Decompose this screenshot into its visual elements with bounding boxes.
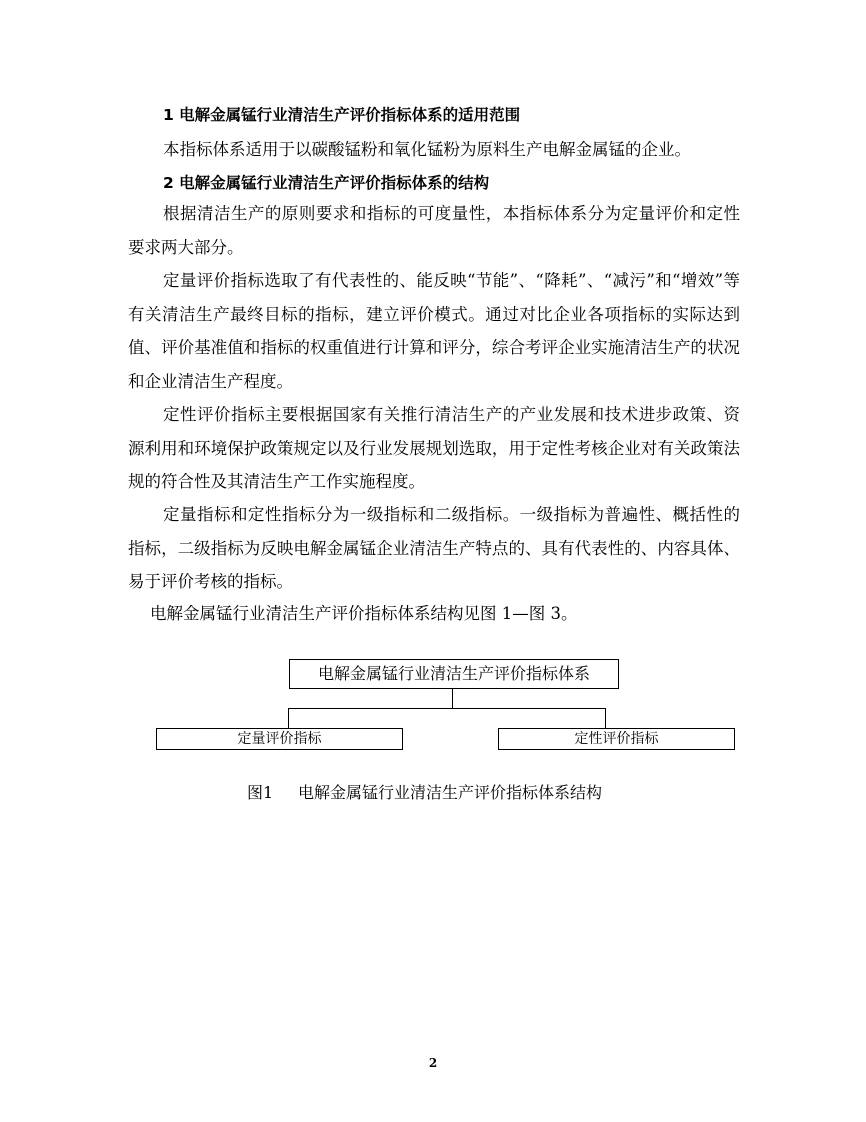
diagram-quantitative-box: 定量评价指标 bbox=[156, 728, 403, 750]
paragraph-structure: 根据清洁生产的原则要求和指标的可度量性，本指标体系分为定量评价和定性要求两大部分。 bbox=[128, 204, 740, 257]
paragraph-qualitative: 定性评价指标主要根据国家有关推行清洁生产的产业发展和技术进步政策、资源利用和环境保护政策规定以及行业发展规划选取，用于定性考核企业对有关政策法规的符合性及其清洁生产工作实施程度。 bbox=[128, 405, 740, 491]
diagram-connector-right bbox=[605, 708, 606, 728]
figure-caption-title: 电解金属锰行业清洁生产评价指标体系结构 bbox=[298, 783, 603, 802]
figure-caption-number: 图1 bbox=[247, 783, 274, 802]
diagram-qualitative-box: 定性评价指标 bbox=[498, 728, 735, 750]
diagram-connector-left bbox=[288, 708, 289, 728]
diagram-connector-vertical bbox=[452, 689, 453, 708]
diagram-root-box: 电解金属锰行业清洁生产评价指标体系 bbox=[289, 659, 619, 689]
section-1-paragraph: 本指标体系适用于以碳酸锰粉和氧化锰粉为原料生产电解金属锰的企业。 bbox=[163, 140, 691, 159]
section-2-heading: 2 电解金属锰行业清洁生产评价指标体系的结构 bbox=[163, 174, 490, 192]
page-number: 2 bbox=[428, 1056, 438, 1070]
paragraph-figure-reference: 电解金属锰行业清洁生产评价指标体系结构见图 1—图 3。 bbox=[150, 604, 578, 623]
section-1-heading: 1 电解金属锰行业清洁生产评价指标体系的适用范围 bbox=[163, 106, 521, 124]
paragraph-levels: 定量指标和定性指标分为一级指标和二级指标。一级指标为普遍性、概括性的指标，二级指标为反映电解金属锰企业清洁生产特点的、具有代表性的、内容具体、易于评价考核的指标。 bbox=[128, 505, 740, 591]
paragraph-quantitative: 定量评价指标选取了有代表性的、能反映“节能”、“降耗”、“减污”和“增效”等有关清洁生产最终目标的指标，建立评价模式。通过对比企业各项指标的实际达到值、评价基准值和指标的权重值进行计算和评分，综合考评企业实施清洁生产的状况和企业清洁生产程度。 bbox=[128, 271, 740, 391]
diagram-connector-horizontal bbox=[288, 708, 606, 709]
